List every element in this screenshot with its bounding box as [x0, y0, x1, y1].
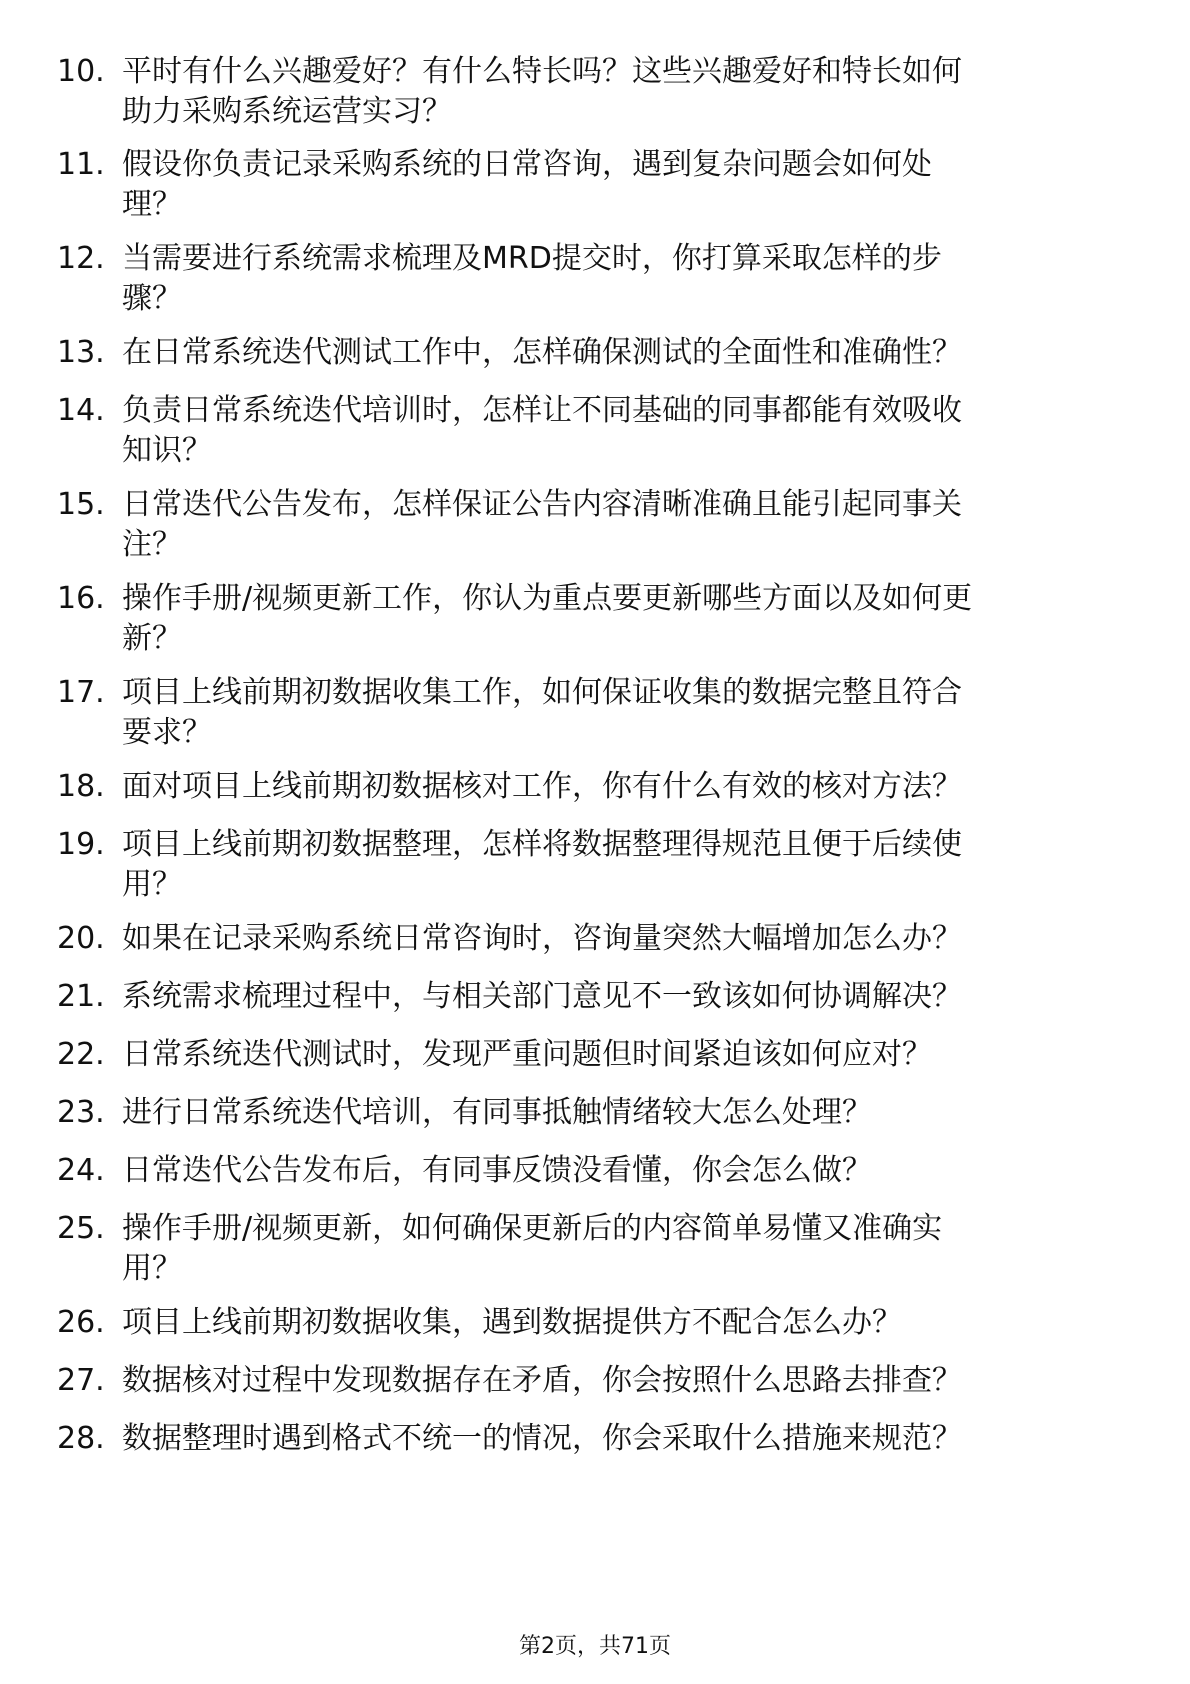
question-number: 28. [57, 1421, 105, 1456]
question-text [122, 1151, 1132, 1191]
question-text [122, 239, 1132, 319]
question-text-line: 注？ [122, 527, 182, 562]
question-text-line: 知识？ [122, 433, 212, 468]
question-number: 19. [57, 827, 105, 862]
question-text-line: 进行日常系统迭代培训，有同事抵触情绪较大怎么处理？ [122, 1095, 872, 1130]
question-text [122, 1035, 1132, 1075]
question-text [122, 579, 1132, 659]
question-text-line: 如果在记录采购系统日常咨询时，咨询量突然大幅增加怎么办？ [122, 921, 962, 956]
question-number: 17. [57, 675, 105, 710]
question-number: 12. [57, 241, 105, 276]
question-text-line: 日常迭代公告发布后，有同事反馈没看懂，你会怎么做？ [122, 1153, 872, 1188]
question-text-line: 数据核对过程中发现数据存在矛盾，你会按照什么思路去排查？ [122, 1363, 962, 1398]
question-text [122, 977, 1132, 1017]
question-text-line: 项目上线前期初数据收集工作，如何保证收集的数据完整且符合 [122, 675, 962, 710]
question-number: 24. [57, 1153, 105, 1188]
question-text [122, 767, 1132, 807]
question-text-line: 用？ [122, 1251, 182, 1286]
question-text-line: 操作手册/视频更新，如何确保更新后的内容简单易懂又准确实 [122, 1211, 943, 1246]
question-text-line: 数据整理时遇到格式不统一的情况，你会采取什么措施来规范？ [122, 1421, 962, 1456]
question-text [122, 391, 1132, 471]
question-number: 14. [57, 393, 105, 428]
question-text-line: 要求？ [122, 715, 212, 750]
question-number: 13. [57, 335, 105, 370]
question-text-line: 日常迭代公告发布，怎样保证公告内容清晰准确且能引起同事关 [122, 487, 962, 522]
question-text-line: 面对项目上线前期初数据核对工作，你有什么有效的核对方法？ [122, 769, 962, 804]
question-number: 26. [57, 1305, 105, 1340]
question-text [122, 145, 1132, 225]
question-number: 18. [57, 769, 105, 804]
question-number: 10. [57, 54, 105, 89]
question-text-line: 理？ [122, 187, 182, 222]
question-text [122, 1361, 1132, 1401]
question-number: 25. [57, 1211, 105, 1246]
question-text [122, 52, 1132, 132]
question-text-line: 负责日常系统迭代培训时，怎样让不同基础的同事都能有效吸收 [122, 393, 962, 428]
question-number: 11. [57, 147, 105, 182]
question-text-line: 平时有什么兴趣爱好？有什么特长吗？这些兴趣爱好和特长如何 [122, 54, 962, 89]
question-text-line: 在日常系统迭代测试工作中，怎样确保测试的全面性和准确性？ [122, 335, 962, 370]
question-text-line: 用？ [122, 867, 182, 902]
question-text-line: 假设你负责记录采购系统的日常咨询，遇到复杂问题会如何处 [122, 147, 932, 182]
question-number: 27. [57, 1363, 105, 1398]
question-text [122, 333, 1132, 373]
question-text-line: 当需要进行系统需求梳理及MRD提交时，你打算采取怎样的步 [122, 241, 942, 276]
question-text-line: 日常系统迭代测试时，发现严重问题但时间紧迫该如何应对？ [122, 1037, 932, 1072]
question-number: 20. [57, 921, 105, 956]
question-text-line: 骤？ [122, 281, 182, 316]
question-text [122, 825, 1132, 905]
question-number: 23. [57, 1095, 105, 1130]
question-number: 15. [57, 487, 105, 522]
question-text [122, 1093, 1132, 1133]
question-text [122, 1209, 1132, 1289]
question-text [122, 485, 1132, 565]
question-number: 16. [57, 581, 105, 616]
question-text-line: 项目上线前期初数据整理，怎样将数据整理得规范且便于后续使 [122, 827, 962, 862]
question-text-line: 新？ [122, 621, 182, 656]
question-text-line: 系统需求梳理过程中，与相关部门意见不一致该如何协调解决？ [122, 979, 962, 1014]
question-text [122, 919, 1132, 959]
question-text-line: 操作手册/视频更新工作，你认为重点要更新哪些方面以及如何更 [122, 581, 973, 616]
question-text [122, 1419, 1132, 1459]
question-text [122, 1303, 1132, 1343]
question-text-line: 助力采购系统运营实习？ [122, 94, 452, 129]
question-text-line: 项目上线前期初数据收集，遇到数据提供方不配合怎么办？ [122, 1305, 902, 1340]
question-text [122, 673, 1132, 753]
question-number: 22. [57, 1037, 105, 1072]
question-number: 21. [57, 979, 105, 1014]
page-footer: 第2页，共71页 [519, 1634, 671, 1659]
